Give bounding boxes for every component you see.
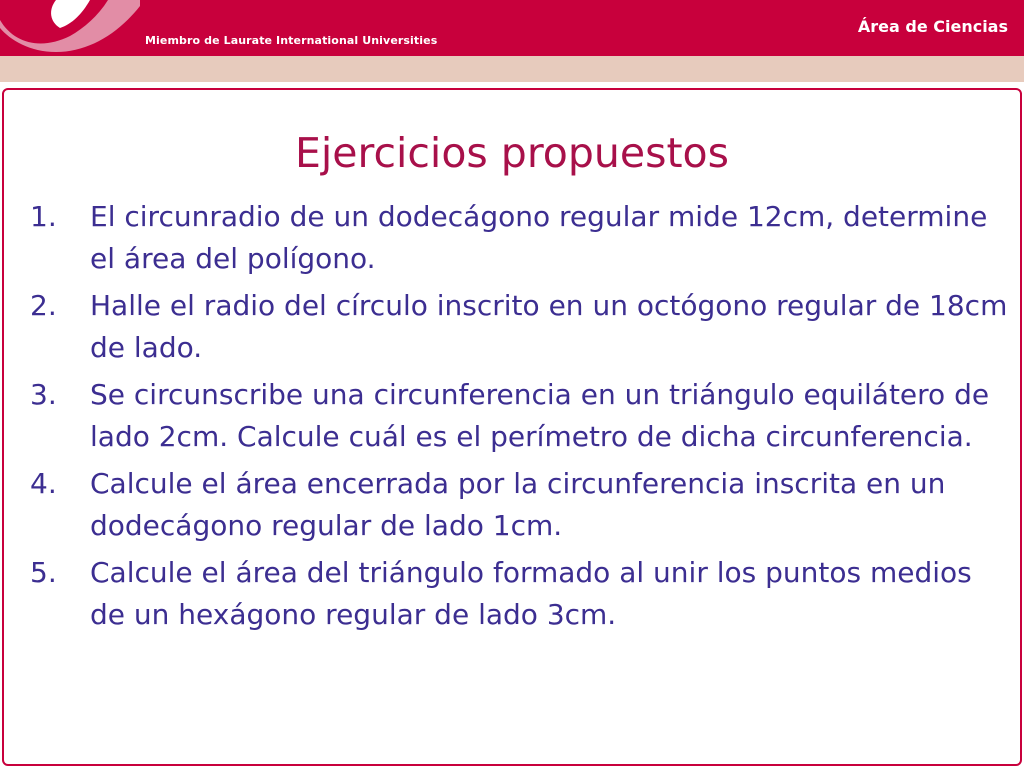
university-logo-icon (0, 0, 140, 56)
exercise-list (30, 196, 1015, 641)
exercise-number: 1. (30, 200, 57, 233)
exercise-item-4 (30, 463, 1015, 547)
exercise-number: 4. (30, 467, 57, 500)
exercise-number: 5. (30, 556, 57, 589)
exercise-text: Calcule el área encerrada por la circunferencia inscrita en un dodecágono regular de lado 1cm. (90, 467, 946, 542)
exercise-item-1 (30, 196, 1015, 280)
exercise-text: El circunradio de un dodecágono regular mide 12cm, determine el área del polígono. (90, 200, 988, 275)
exercise-text: Halle el radio del círculo inscrito en un octógono regular de 18cm de lado. (90, 289, 1008, 364)
exercise-number: 2. (30, 289, 57, 322)
header-bar (0, 0, 1024, 56)
area-title: Área de Ciencias (857, 17, 1008, 36)
header-band (0, 56, 1024, 82)
exercise-item-2 (30, 285, 1015, 369)
exercise-item-5 (30, 552, 1015, 636)
exercise-number: 3. (30, 378, 57, 411)
exercise-text: Se circunscribe una circunferencia en un triángulo equilátero de lado 2cm. Calcule cuál es el perímetro de dicha circunferencia. (90, 378, 990, 453)
exercise-item-3 (30, 374, 1015, 458)
member-text: Miembro de Laurate International Universities (145, 34, 438, 47)
exercise-text: Calcule el área del triángulo formado al unir los puntos medios de un hexágono regular de lado 3cm. (90, 556, 972, 631)
slide-title: Ejercicios propuestos (294, 129, 729, 177)
